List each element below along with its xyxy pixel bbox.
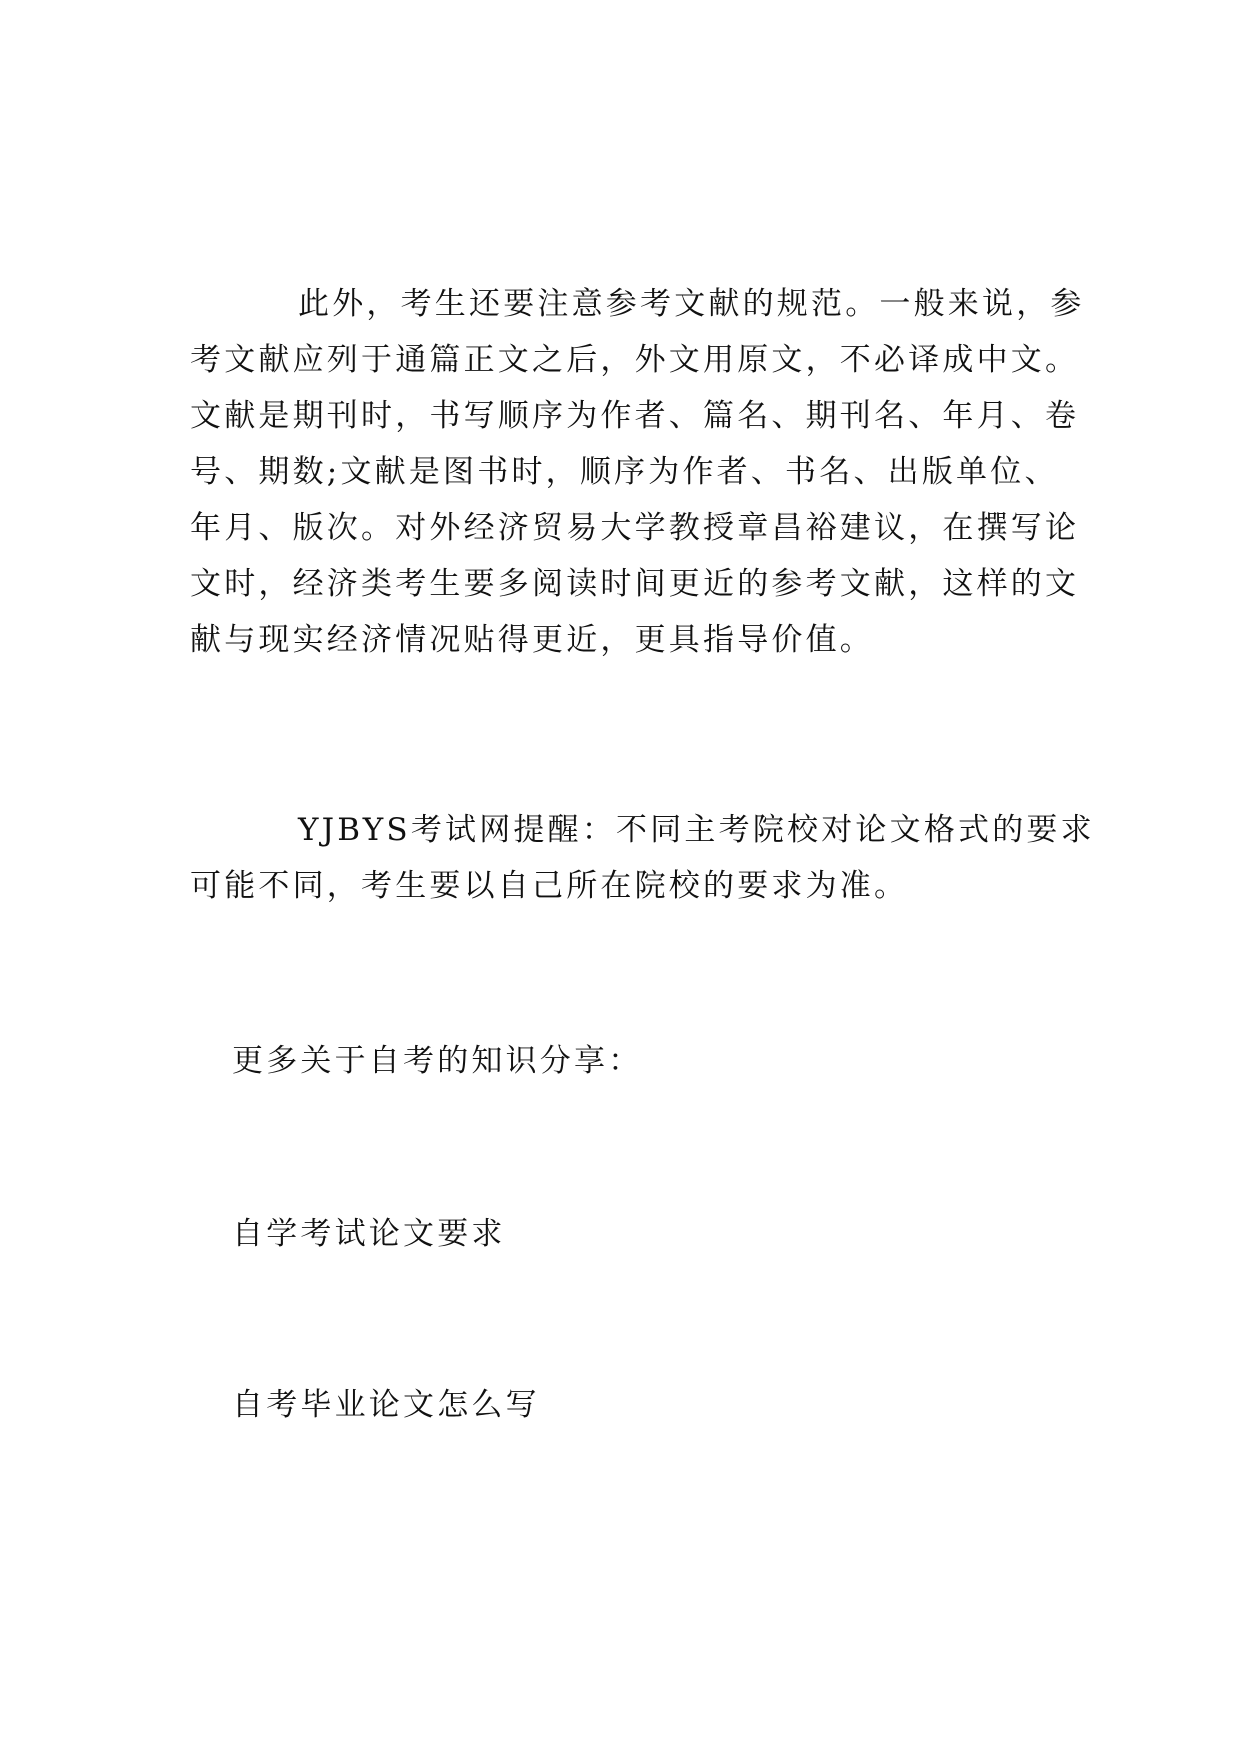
- related-link-self-study-paper-requirements[interactable]: 自学考试论文要求: [232, 1216, 506, 1252]
- paragraph-line: 考文献应列于通篇正文之后，外文用原文，不必译成中文。: [190, 342, 1080, 378]
- paragraph-line: 献与现实经济情况贴得更近，更具指导价值。: [190, 622, 874, 658]
- related-link-how-to-write-graduation-paper[interactable]: 自考毕业论文怎么写: [232, 1387, 540, 1423]
- paragraph-line: 文献是期刊时，书写顺序为作者、篇名、期刊名、年月、卷: [190, 398, 1080, 434]
- paragraph-line: 此外，考生还要注意参考文献的规范。一般来说，参: [298, 286, 1085, 322]
- paragraph-line: 文时，经济类考生要多阅读时间更近的参考文献，这样的文: [190, 566, 1080, 602]
- paragraph-line: 年月、版次。对外经济贸易大学教授章昌裕建议，在撰写论: [190, 510, 1080, 546]
- paragraph-line: 号、期数;文献是图书时，顺序为作者、书名、出版单位、: [190, 454, 1059, 490]
- paragraph-line: YJBYS考试网提醒：不同主考院校对论文格式的要求: [298, 812, 1095, 848]
- paragraph-reminder: [190, 802, 1095, 914]
- paragraph-line: 可能不同，考生要以自己所在院校的要求为准。: [190, 868, 909, 904]
- more-knowledge-heading: 更多关于自考的知识分享：: [232, 1043, 643, 1079]
- paragraph-references-norms: [190, 276, 1085, 668]
